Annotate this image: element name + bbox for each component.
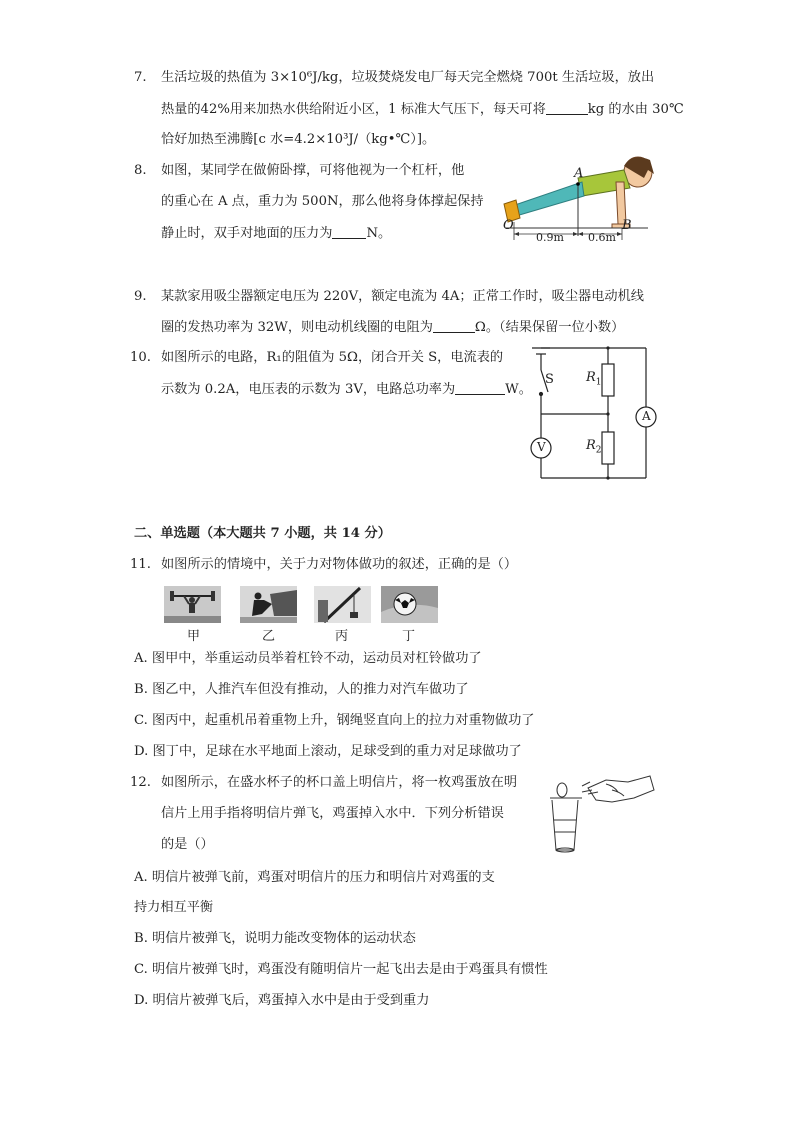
caption-bing: 丙 [335, 629, 349, 644]
q11-option-a[interactable]: A. 图甲中，举重运动员举着杠铃不动，运动员对杠铃做功了 [134, 651, 482, 666]
photo-crane [314, 586, 371, 623]
photo-football [381, 586, 438, 623]
q10-number: 10. [130, 350, 151, 365]
q7-line2 [161, 100, 684, 119]
q12-option-c[interactable]: C. 明信片被弹飞时，鸡蛋没有随明信片一起飞出去是由于鸡蛋具有惯性 [134, 962, 548, 977]
q9-line2-start: 圈的发热功率为 32W，则电动机线圈的电阻为 [161, 320, 433, 335]
circuit-r1-label [586, 370, 602, 388]
q8-line3 [161, 224, 391, 243]
q12-line2: 信片上用手指将明信片弹飞，鸡蛋掉入水中．下列分析错误 [161, 806, 504, 821]
q8-number: 8. [134, 163, 147, 178]
caption-yi: 乙 [262, 629, 276, 644]
q10-line1: 如图所示的电路，R₁的阻值为 5Ω，闭合开关 S，电流表的 [161, 350, 504, 365]
q12-option-a-line2[interactable]: 持力相互平衡 [134, 900, 214, 915]
q7-answer-blank[interactable] [546, 100, 588, 115]
q9-line2-end: Ω。（结果保留一位小数） [474, 320, 625, 335]
photo-weightlifter [164, 586, 221, 623]
q12-number: 12. [130, 775, 151, 790]
q12-option-d[interactable]: D. 明信片被弹飞后，鸡蛋掉入水中是由于受到重力 [134, 993, 430, 1008]
q12-option-a-line1[interactable]: A. 明信片被弹飞前，鸡蛋对明信片的压力和明信片对鸡蛋的支 [134, 870, 495, 885]
q11-option-c[interactable]: C. 图丙中，起重机吊着重物上升，钢绳竖直向上的拉力对重物做功了 [134, 713, 535, 728]
q10-line2-start: 示数为 0.2A，电压表的示数为 3V，电路总功率为 [161, 382, 456, 397]
q9-answer-blank[interactable] [433, 318, 475, 333]
r2-letter: R [586, 438, 596, 453]
q11-number: 11. [130, 557, 151, 572]
q12-line1: 如图所示，在盛水杯子的杯口盖上明信片，将一枚鸡蛋放在明 [161, 775, 518, 790]
pushup-label-o: O [503, 218, 514, 233]
q8-line3-end: N。 [366, 226, 392, 241]
circuit-switch-label: S [545, 372, 554, 387]
pushup-dist-0.9m: 0.9m [536, 231, 564, 244]
ammeter-label: A [642, 409, 651, 423]
q8-answer-blank[interactable] [332, 224, 366, 239]
q7-line3: 恰好加热至沸腾[c 水=4.2×10³J/（kg•℃）]。 [161, 132, 436, 147]
q7-line2-end: kg 的水由 30℃ [587, 102, 684, 117]
r1-letter: R [586, 370, 596, 385]
voltmeter-label: V [537, 440, 546, 454]
r2-subscript: 2 [595, 445, 602, 456]
q8-line3-start: 静止时，双手对地面的压力为 [161, 226, 333, 241]
q9-line2 [161, 318, 624, 337]
r1-subscript: 1 [595, 377, 602, 388]
q8-line1: 如图，某同学在做俯卧撑，可将他视为一个杠杆，他 [161, 163, 465, 178]
q10-answer-blank[interactable] [455, 380, 505, 395]
pushup-lever-figure [498, 152, 670, 248]
q8-line2: 的重心在 A 点，重力为 500N，那么他将身体撑起保持 [161, 194, 484, 209]
caption-jia: 甲 [187, 629, 201, 644]
pushup-label-a: A [574, 166, 584, 181]
caption-ding: 丁 [402, 629, 416, 644]
section-title-single-choice: 二、单选题（本大题共 7 小题，共 14 分） [134, 526, 391, 541]
q9-line1: 某款家用吸尘器额定电压为 220V，额定电流为 4A；正常工作时，吸尘器电动机线 [161, 289, 644, 304]
q11-option-d[interactable]: D. 图丁中，足球在水平地面上滚动，足球受到的重力对足球做功了 [134, 744, 522, 759]
q7-line2-start: 热量的42%用来加热水供给附近小区，1 标准大气压下，每天可将 [161, 102, 546, 117]
q9-number: 9. [134, 289, 147, 304]
q10-line2-end: W。 [505, 382, 532, 397]
q12-option-b[interactable]: B. 明信片被弹飞，说明力能改变物体的运动状态 [134, 931, 416, 946]
q11-stem: 如图所示的情境中，关于力对物体做功的叙述，正确的是（） [161, 557, 518, 572]
egg-card-cup-figure [548, 772, 658, 858]
pushup-dist-0.6m: 0.6m [588, 231, 616, 244]
q12-line3: 的是（） [161, 837, 214, 852]
pushup-label-b: B [622, 218, 632, 233]
q7-number: 7. [134, 70, 147, 85]
circuit-r2-label [586, 438, 602, 456]
q11-option-b[interactable]: B. 图乙中，人推汽车但没有推动，人的推力对汽车做功了 [134, 682, 469, 697]
q7-line1: 生活垃圾的热值为 3×10⁶J/kg，垃圾焚烧发电厂每天完全燃烧 700t 生活垃圾，放出 [161, 70, 655, 85]
q10-line2 [161, 380, 532, 399]
photo-push-car [240, 586, 297, 623]
